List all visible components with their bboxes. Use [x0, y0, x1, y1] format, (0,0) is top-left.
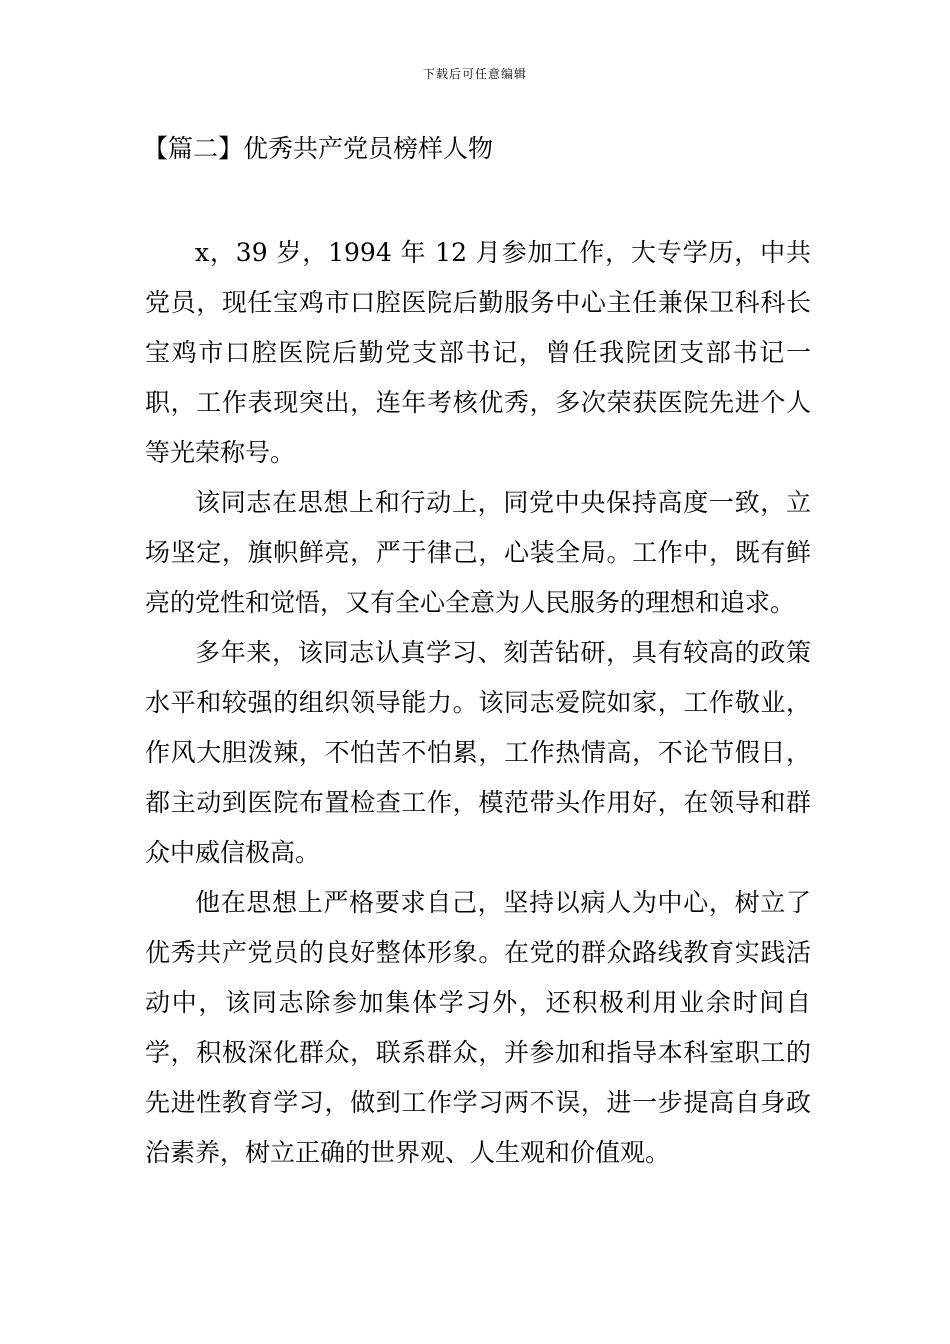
document-title: 【篇二】优秀共产党员榜样人物	[143, 134, 494, 163]
paragraph-3: 多年来，该同志认真学习、刻苦钻研，具有较高的政策水平和较强的组织领导能力。该同志爱院如家，工作敬业，作风大胆泼辣，不怕苦不怕累，工作热情高，不论节假日，都主动到医院布置检查工作，模范带头作用好，在领导和群众中威信极高。	[145, 638, 811, 867]
paragraph-4: 他在思想上严格要求自己，坚持以病人为中心，树立了优秀共产党员的良好整体形象。在党的群众路线教育实践活动中，该同志除参加集体学习外，还积极利用业余时间自学，积极深化群众，联系群众，并参加和指导本科室职工的先进性教育学习，做到工作学习两不误，进一步提高自身政治素养，树立正确的世界观、人生观和价值观。	[145, 888, 811, 1167]
page-header-note: 下载后可任意编辑	[422, 67, 527, 81]
paragraph-2: 该同志在思想上和行动上，同党中央保持高度一致，立场坚定，旗帜鲜亮，严于律己，心装全局。工作中，既有鲜亮的党性和觉悟，又有全心全意为人民服务的理想和追求。	[145, 488, 811, 617]
document-body	[145, 228, 811, 1178]
paragraph-1: x，39 岁，1994 年 12 月参加工作，大专学历，中共党员，现任宝鸡市口腔医院后勤服务中心主任兼保卫科科长宝鸡市口腔医院后勤党支部书记，曾任我院团支部书记一职，工作表现突出，连年考核优秀，多次荣获医院先进个人等光荣称号。	[145, 238, 811, 467]
